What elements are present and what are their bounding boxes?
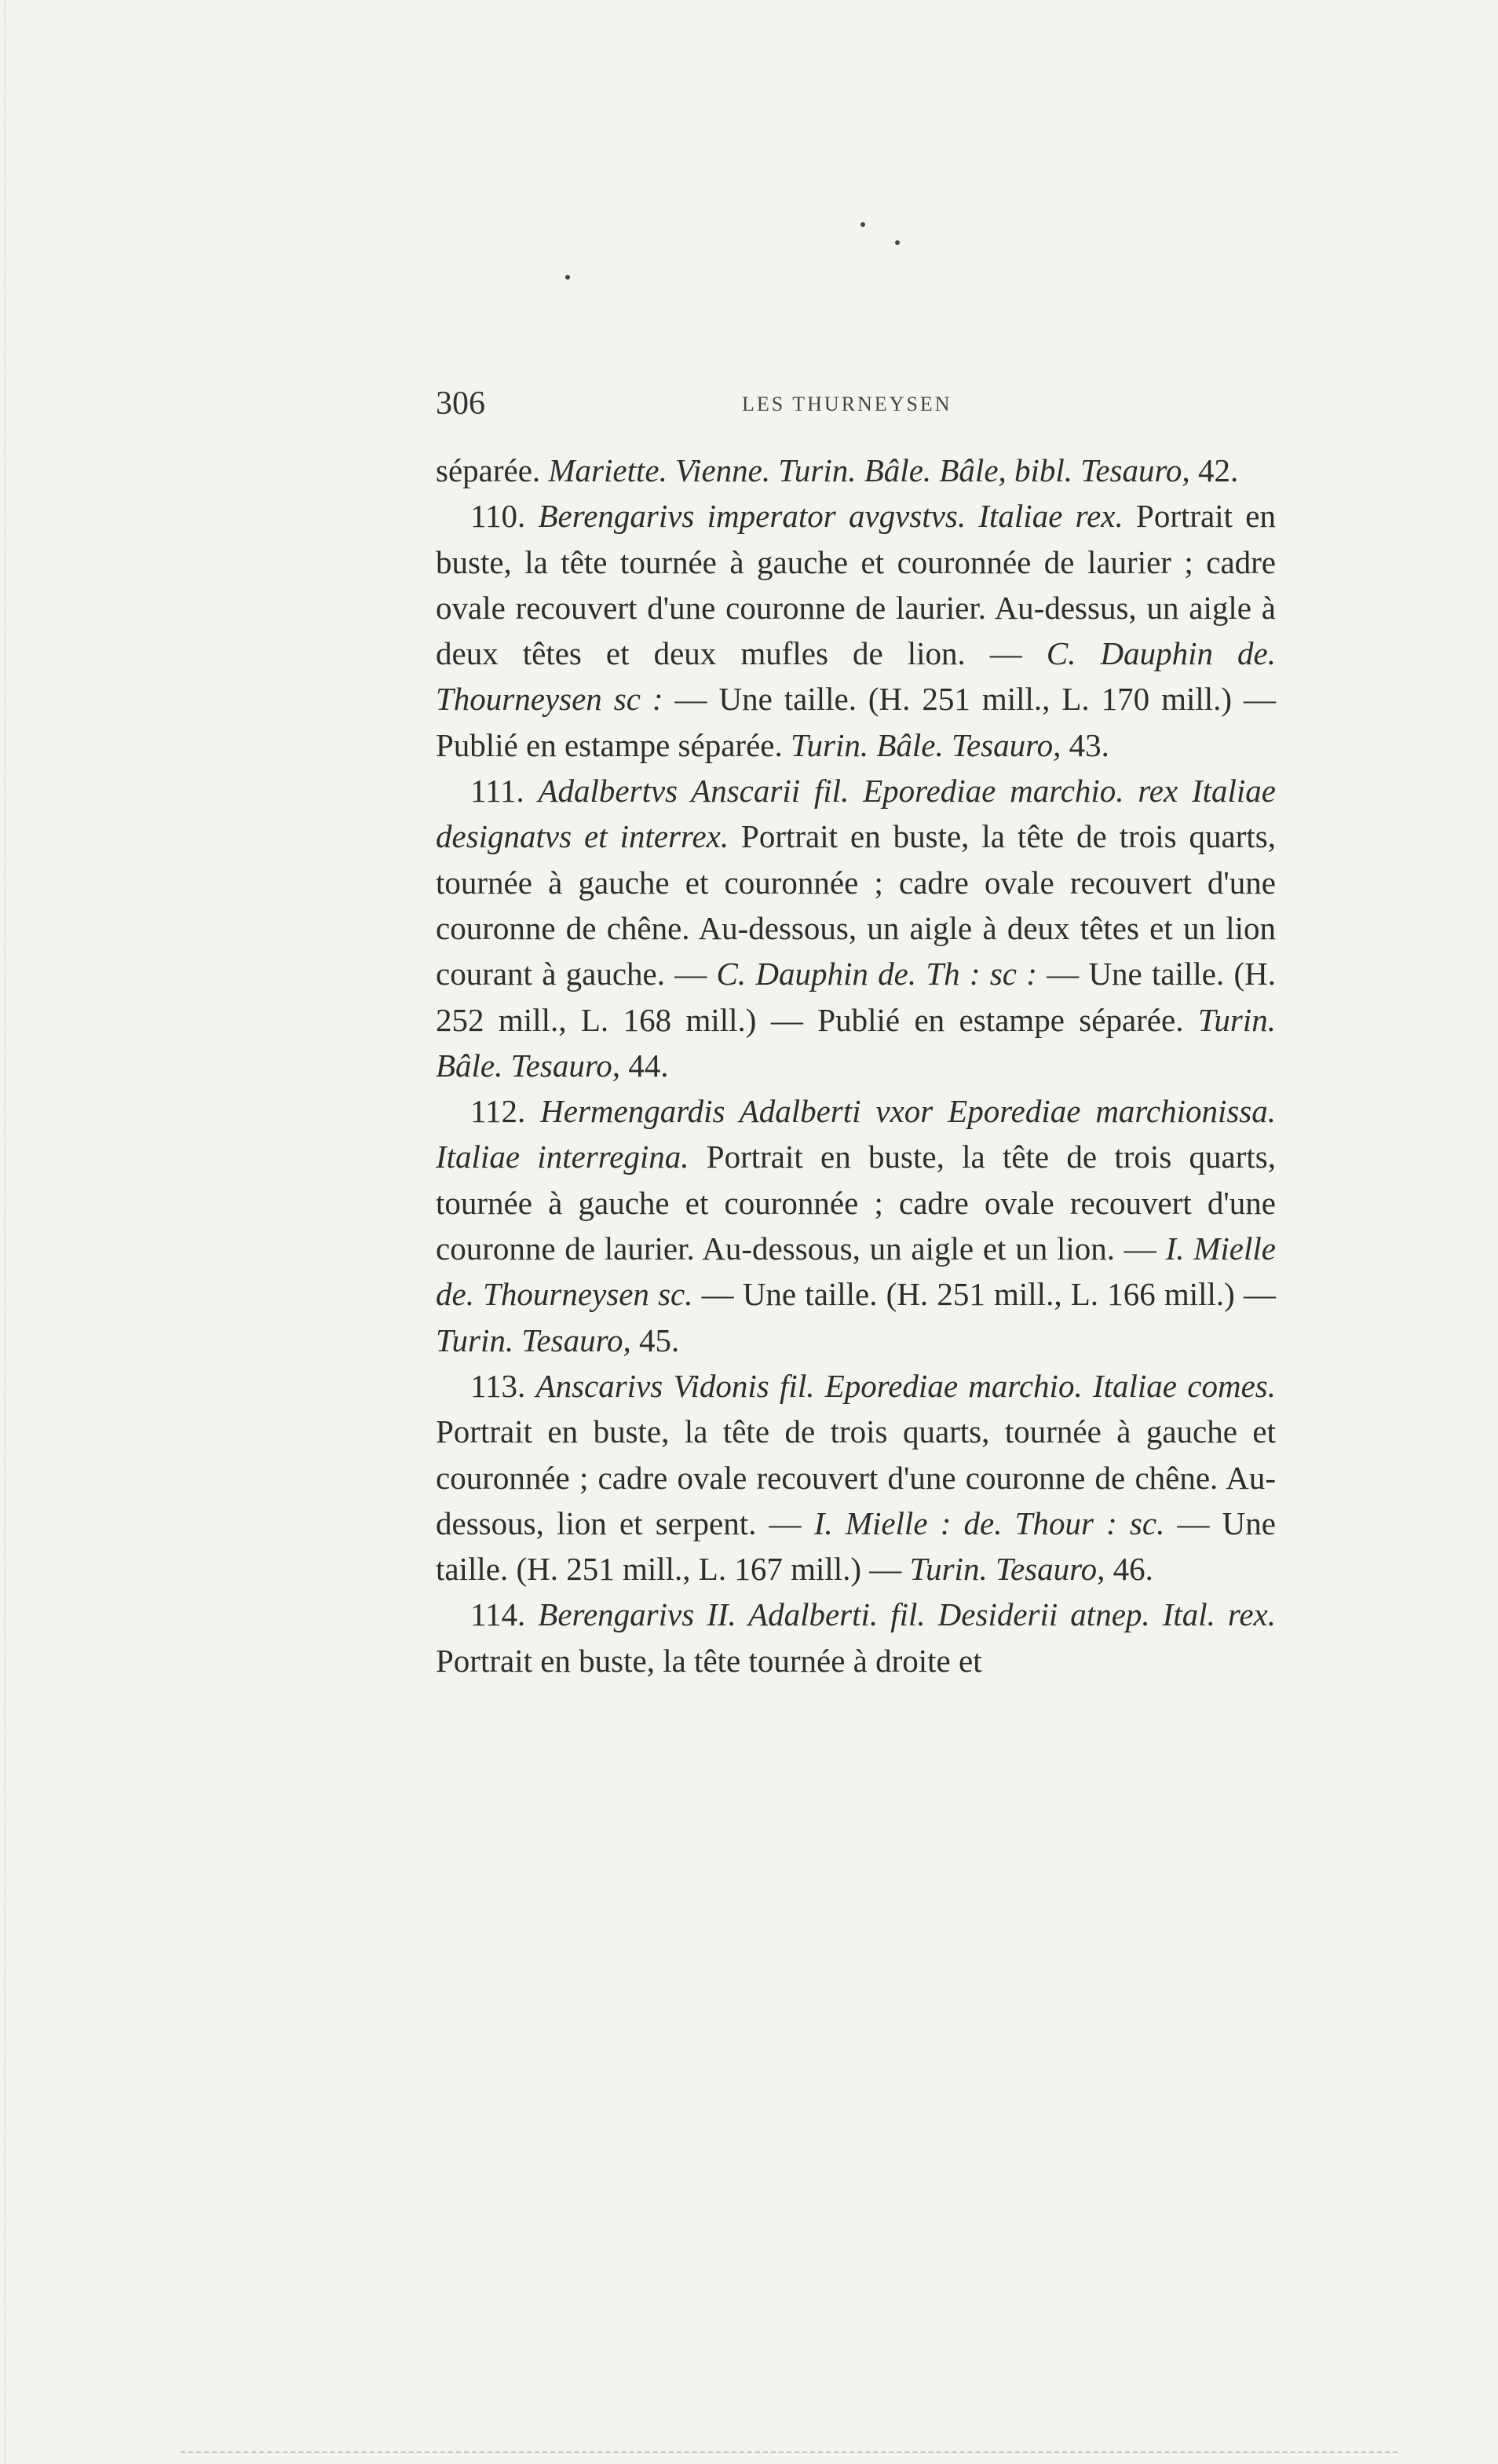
text-run: 42.	[1189, 452, 1239, 488]
page-number: 306	[436, 386, 485, 422]
text-run: Portrait en buste, la tête de trois quarts, tournée à gauche et couronnée ; cadre ovale recouvert d'une couronne de chêne. Au-dessous, lion et serpent. —	[436, 1413, 1276, 1541]
italic-citation: Adalbertvs Anscarii fil. Eporediae marchio. rex Italiae designatvs et interrex.	[436, 773, 1276, 855]
page-bottom-edge	[181, 2451, 1398, 2456]
text-run: Portrait en buste, la tête tournée à droite et	[436, 1642, 982, 1679]
italic-citation: Turin. Tesauro,	[436, 1322, 631, 1358]
italic-citation: Turin. Bâle. Tesauro,	[790, 726, 1061, 763]
text-run: séparée.	[436, 452, 549, 488]
catalogue-entry-113	[436, 1363, 1276, 1592]
italic-citation: Berengarivs II. Adalberti. fil. Desiderii atnep. Ital. rex.	[538, 1596, 1276, 1633]
catalogue-entry-112	[436, 1088, 1276, 1363]
catalogue-entry-111	[436, 768, 1276, 1088]
text-run: — Une taille. (H. 252 mill., L. 168 mill.) — Publié en estampe séparée.	[436, 956, 1276, 1038]
text-run: Portrait en buste, la tête tournée à gauche et couronnée de laurier ; cadre ovale recouvert d'une couronne de laurier. Au-dessus, un aigle à deux têtes et deux mufles de lion. —	[436, 498, 1277, 672]
text-run: 45.	[630, 1322, 680, 1358]
italic-citation: Anscarivs Vidonis fil. Eporediae marchio. Italiae comes.	[535, 1367, 1277, 1404]
page-edge	[5, 0, 9, 2464]
italic-citation: C. Dauphin de. Th : sc :	[716, 956, 1037, 993]
italic-citation: Turin. Bâle. Tesauro,	[436, 1001, 1276, 1084]
running-head: LES THURNEYSEN	[742, 393, 952, 415]
ink-speck	[565, 275, 570, 280]
text-run: 113.	[470, 1367, 536, 1404]
text-run: 111.	[470, 773, 539, 810]
text-run: — Une taille. (H. 251 mill., L. 166 mill.) —	[692, 1276, 1276, 1313]
italic-citation: I. Mielle de. Thourneysen sc.	[436, 1230, 1276, 1313]
text-run: 44.	[620, 1047, 669, 1084]
body-text	[436, 448, 1276, 1683]
italic-citation: Hermengardis Adalberti vxor Eporediae marchionissa. Italiae interregina.	[436, 1093, 1277, 1175]
italic-citation: Mariette. Vienne. Turin. Bâle. Bâle, bibl. Tesauro,	[548, 452, 1190, 488]
text-run: Portrait en buste, la tête de trois quarts, tournée à gauche et couronnée ; cadre ovale recouvert d'une couronne de laurier. Au-dessous, un aigle et un lion. —	[436, 1139, 1276, 1267]
text-run: 46.	[1105, 1551, 1153, 1588]
text-run: Portrait en buste, la tête de trois quarts, tournée à gauche et couronnée ; cadre ovale recouvert d'une couronne de chêne. Au-dessous, un aigle à deux têtes et un lion courant à gauche. —	[436, 818, 1276, 993]
text-run: 43.	[1061, 726, 1109, 763]
italic-citation: Berengarivs imperator avgvstvs. Italiae rex.	[538, 498, 1124, 535]
text-run: 110.	[470, 498, 539, 535]
text-run: — Une taille. (H. 251 mill., L. 170 mill.) — Publié en estampe séparée.	[436, 681, 1276, 763]
page-header	[436, 385, 1276, 432]
text-run: — Une taille. (H. 251 mill., L. 167 mill.) —	[436, 1504, 1276, 1588]
italic-citation: Turin. Tesauro,	[909, 1551, 1105, 1588]
italic-citation: I. Mielle : de. Thour : sc.	[813, 1504, 1165, 1541]
catalogue-entry-110	[436, 493, 1276, 768]
ink-speck	[895, 240, 900, 245]
catalogue-entry-114	[436, 1592, 1276, 1683]
text-run: 112.	[470, 1093, 541, 1130]
italic-citation: C. Dauphin de. Thourneysen sc :	[436, 635, 1277, 718]
paragraph-continuation	[436, 448, 1276, 493]
text-run: 114.	[470, 1596, 539, 1633]
ink-speck	[860, 222, 865, 227]
